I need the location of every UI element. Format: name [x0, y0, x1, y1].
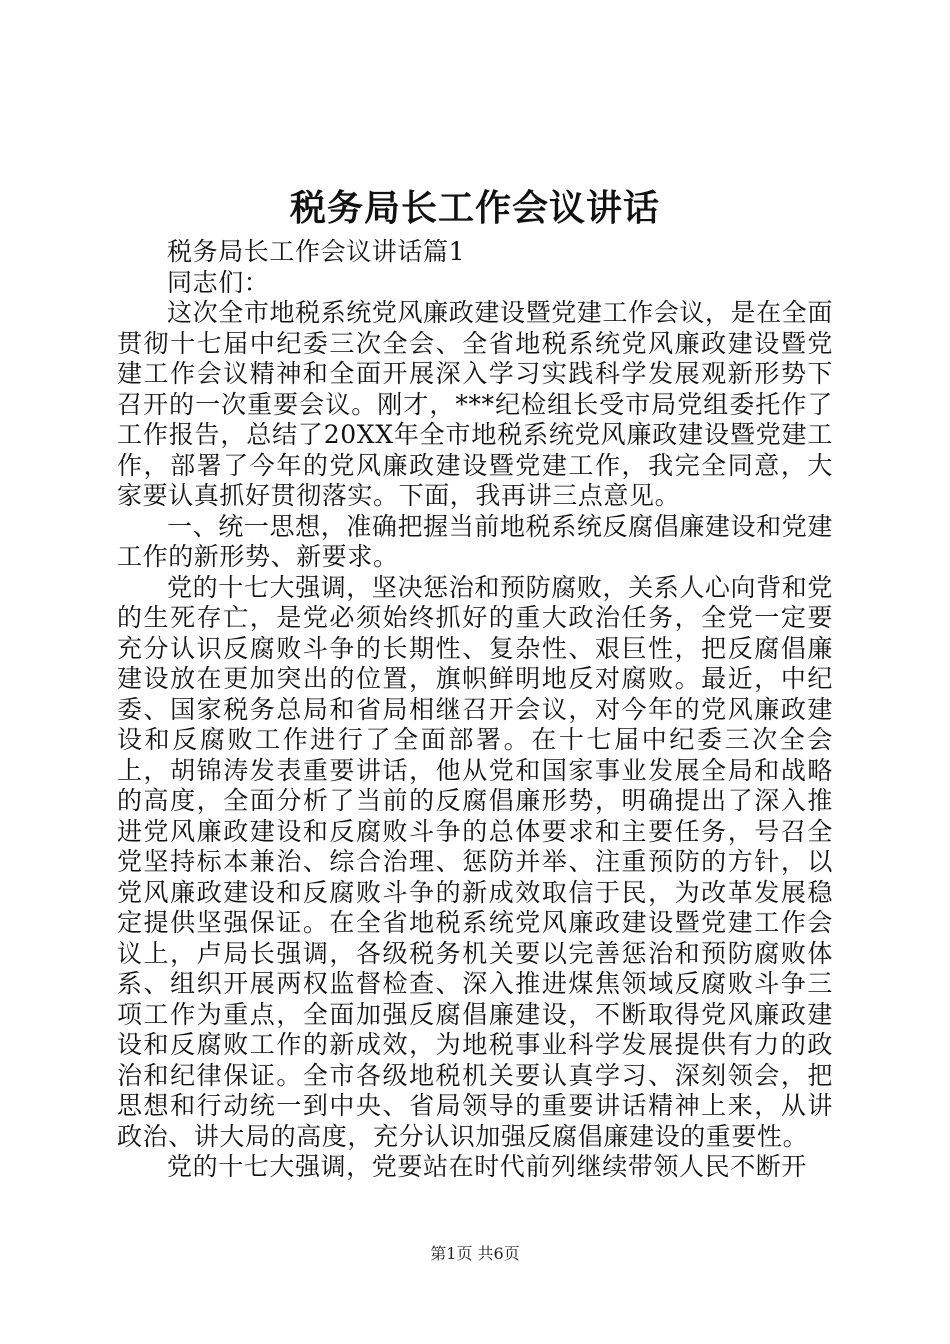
document-body — [117, 237, 833, 1183]
page-number: 第1页 共6页 — [430, 1244, 520, 1263]
body-paragraph: 党的十七大强调，党要站在时代前列继续带领人民不断开 — [167, 1152, 808, 1181]
section-heading: 一、统一思想，准确把握当前地税系统反腐倡廉建设和党建工作的新形势、新要求。 — [117, 511, 833, 571]
document-subtitle: 税务局长工作会议讲话篇1 — [167, 237, 466, 266]
document-title: 税务局长工作会议讲话 — [289, 188, 660, 229]
salutation: 同志们： — [167, 267, 270, 297]
body-paragraph: 这次全市地税系统党风廉政建设暨党建工作会议，是在全面贯彻十七届中纪委三次全会、全省地税系统党风廉政建设暨党建工作会议精神和全面开展深入学习实践科学发展观新形势下召开的一次重要会议。刚才，***纪检组长受市局党组委托作了工作报告，总结了20XX年全市地税系统党风廉政建设暨党建工作，部署了今年的党风廉政建设暨党建工作，我完全同意，大家要认真抓好贯彻落实。下面，我再讲三点意见。 — [117, 298, 833, 510]
body-paragraph: 党的十七大强调，坚决惩治和预防腐败，关系人心向背和党的生死存亡，是党必须始终抓好的重大政治任务，全党一定要充分认识反腐败斗争的长期性、复杂性、艰巨性，把反腐倡廉建设放在更加突出的位置，旗帜鲜明地反对腐败。最近，中纪委、国家税务总局和省局相继召开会议，对今年的党风廉政建设和反腐败工作进行了全面部署。在十七届中纪委三次全会上，胡锦涛发表重要讲话，他从党和国家事业发展全局和战略的高度，全面分析了当前的反腐倡廉形势，明确提出了深入推进党风廉政建设和反腐败斗争的总体要求和主要任务，号召全党坚持标本兼治、综合治理、惩防并举、注重预防的方针，以党风廉政建设和反腐败斗争的新成效取信于民，为改革发展稳定提供坚强保证。在全省地税系统党风廉政建设暨党建工作会议上，卢局长强调，各级税务机关要以完善惩治和预防腐败体系、组织开展两权监督检查、深入推进煤焦领域反腐败斗争三项工作为重点，全面加强反腐倡廉建设，不断取得党风廉政建设和反腐败工作的新成效，为地税事业科学发展提供有力的政治和纪律保证。全市各级地税机关要认真学习、深刻领会，把思想和行动统一到中央、省局领导的重要讲话精神上来，从讲政治、讲大局的高度，充分认识加强反腐倡廉建设的重要性。 — [117, 572, 833, 1151]
